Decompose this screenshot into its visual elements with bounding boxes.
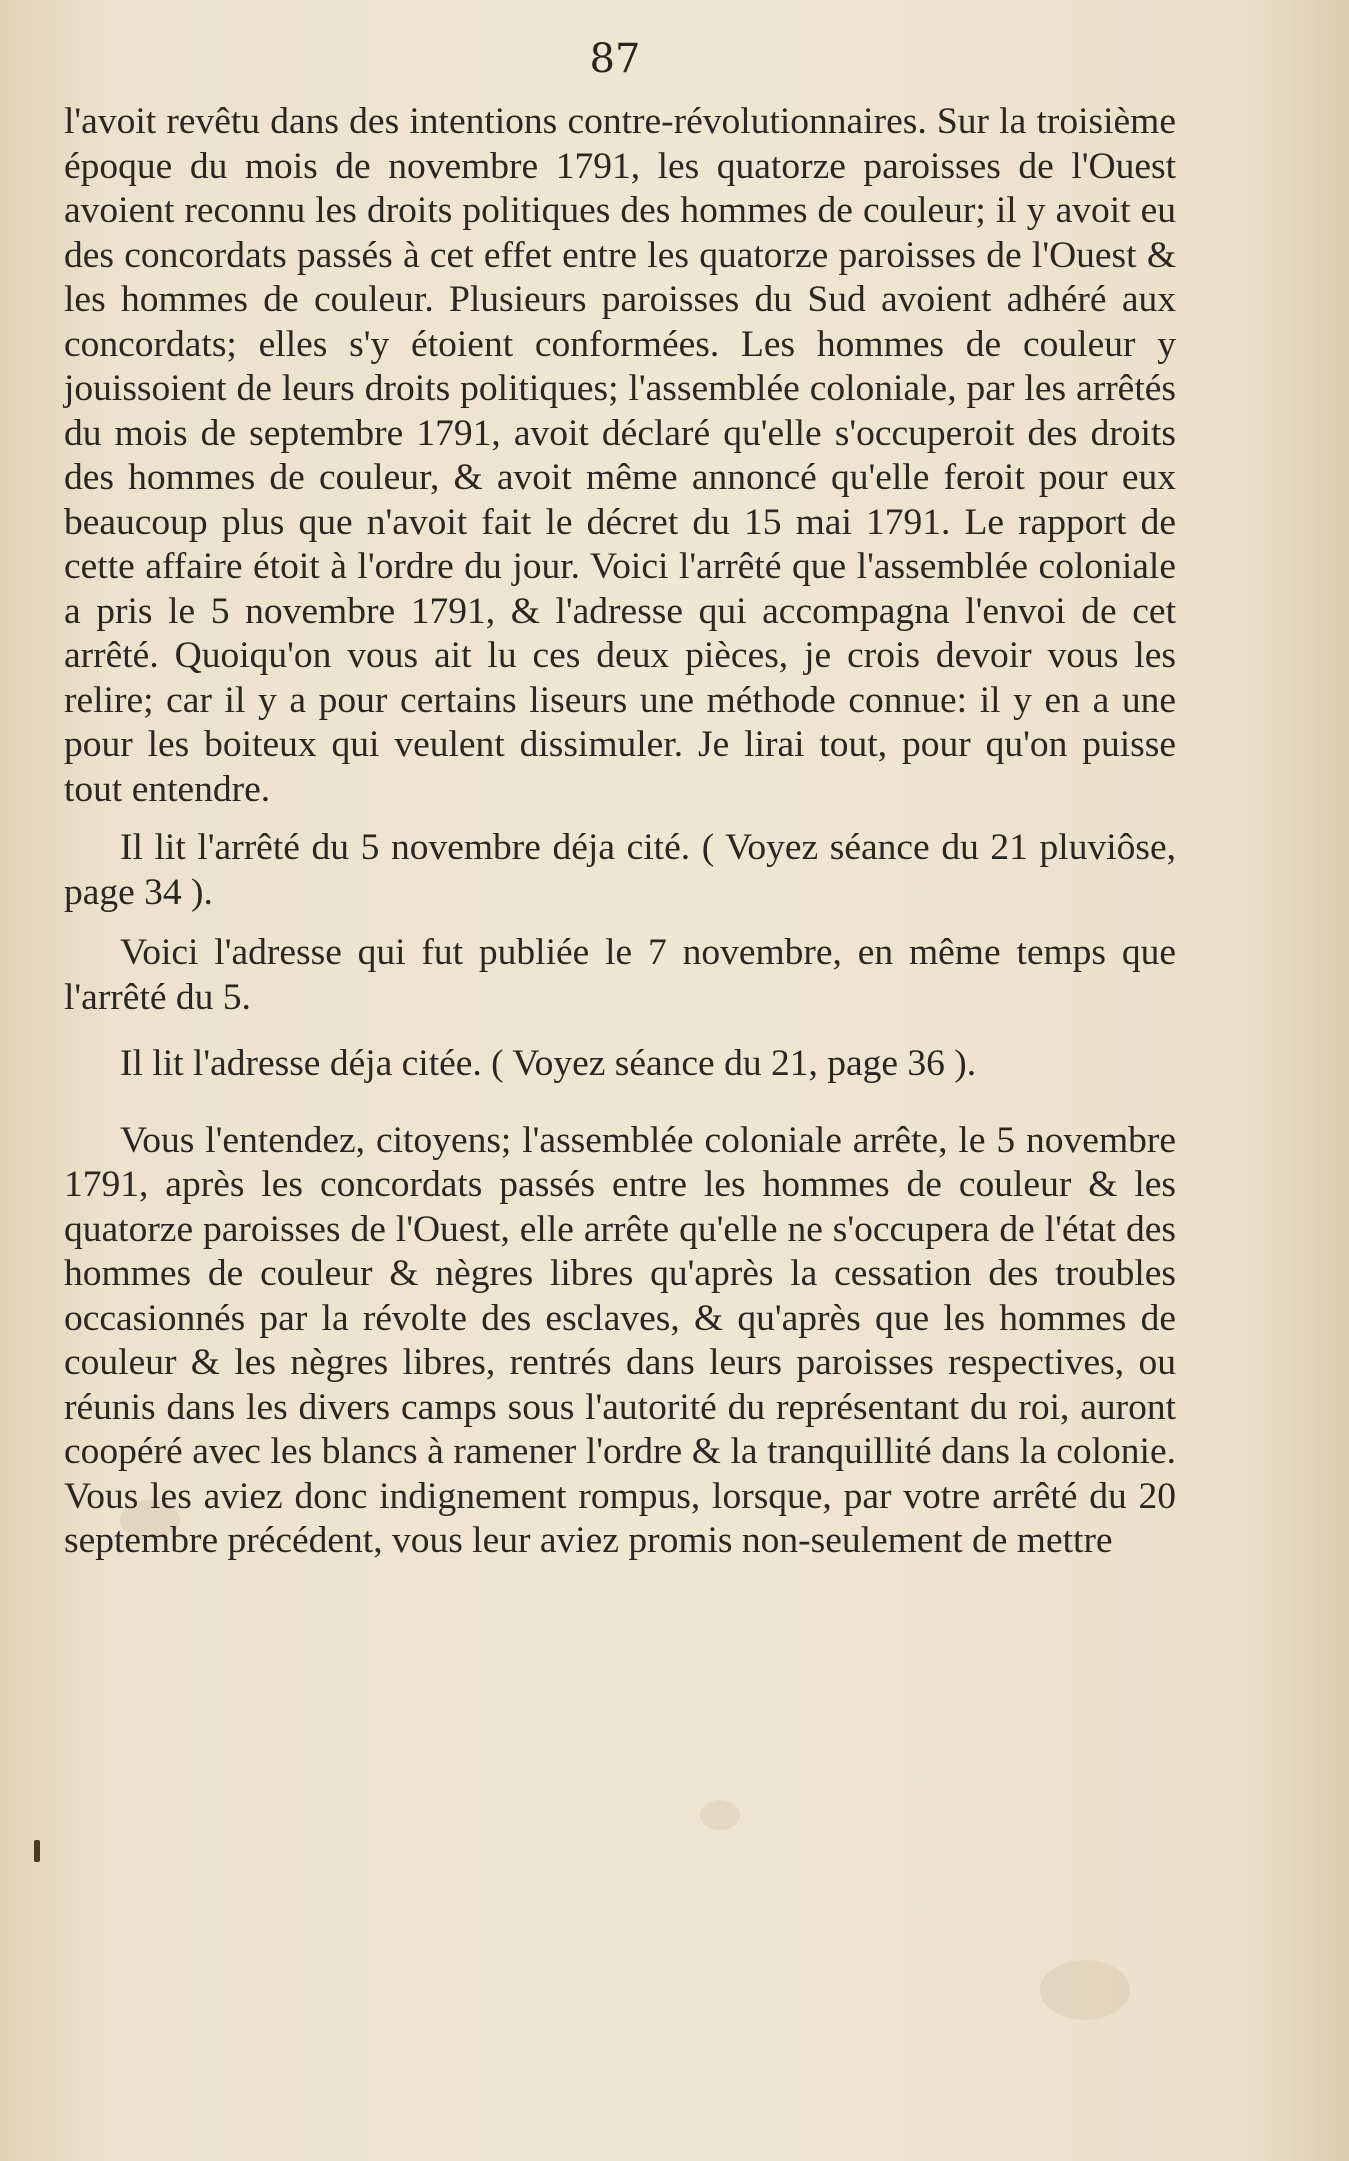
paper-stain [1040, 1960, 1130, 2020]
body-text [64, 100, 1176, 1564]
page-number: 87 [589, 36, 641, 82]
paragraph: Il lit l'adresse déja citée. ( Voyez séance du 21, page 36 ). [120, 1043, 977, 1084]
paragraph: Il lit l'arrêté du 5 novembre déja cité. ( Voyez séance du 21 pluviôse, page 34 ). [64, 827, 1176, 913]
paragraph: l'avoit revêtu dans des intentions contre-révolutionnaires. Sur la troisième époque du mois de novembre 1791, les quatorze paroisses de l'Ouest avoient reconnu les droits politiques des hommes de couleur; il y avoit eu des concordats passés à cet effet entre les quatorze paroisses de l'Ouest & les hommes de couleur. Plusieurs paroisses du Sud avoient adhéré aux concordats; elles s'y étoient conformées. Les hommes de couleur y jouissoient de leurs droits politiques; l'assemblée coloniale, par les arrêtés du mois de septembre 1791, avoit déclaré qu'elle s'occuperoit des droits des hommes de couleur, & avoit même annoncé qu'elle feroit pour eux beaucoup plus que n'avoit fait le décret du 15 mai 1791. Le rapport de cette affaire étoit à l'ordre du jour. Voici l'arrêté que l'assemblée coloniale a pris le 5 novembre 1791, & l'adresse qui accompagna l'envoi de cet arrêté. Quoiqu'on vous ait lu ces deux pièces, je crois devoir vous les relire; car il y a pour certains liseurs une méthode connue: il y en a une pour les boiteux qui veulent dissimuler. Je lirai tout, pour qu'on puisse tout entendre. [64, 101, 1176, 810]
ink-mark [34, 1840, 40, 1862]
paper-stain [700, 1800, 740, 1830]
paragraph: Voici l'adresse qui fut publiée le 7 novembre, en même temps que l'arrêté du 5. [64, 932, 1176, 1018]
paragraph: Vous l'entendez, citoyens; l'assemblée coloniale arrête, le 5 novembre 1791, après les concordats passés entre les hommes de couleur & les quatorze paroisses de l'Ouest, elle arrête qu'elle ne s'occupera de l'état des hommes de couleur & nègres libres qu'après la cessation des troubles occasionnés par la révolte des esclaves, & qu'après que les hommes de couleur & les nègres libres, rentrés dans leurs paroisses respectives, ou réunis dans les divers camps sous l'autorité du représentant du roi, auront coopéré avec les blancs à ramener l'ordre & la tranquillité dans la colonie. Vous les aviez donc indignement rompus, lorsque, par votre arrêté du 20 septembre précédent, vous leur aviez promis non-seulement de mettre [64, 1119, 1176, 1561]
